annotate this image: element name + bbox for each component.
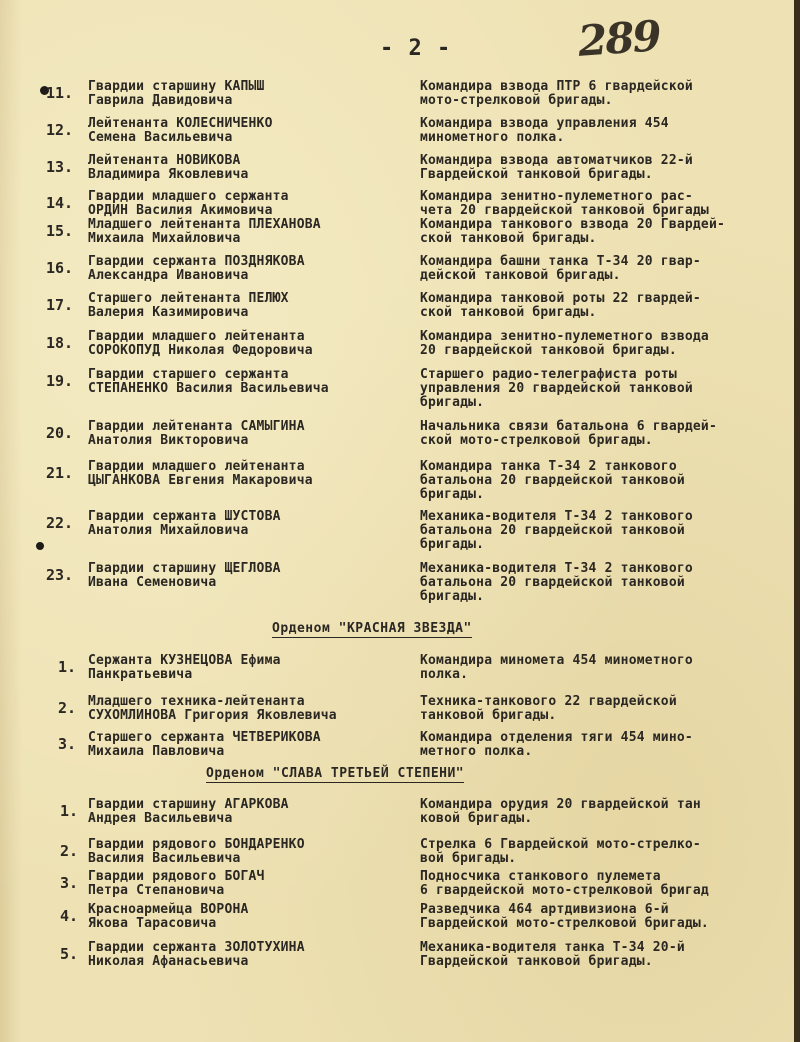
recipient-position: [420, 903, 792, 931]
recipient-position-line: Разведчика 464 артдивизиона 6-й: [420, 902, 669, 917]
recipient-position-line: дейской танковой бригады.: [420, 268, 621, 283]
recipient-position-line: Командира танкового взвода 20 Гвардей-: [420, 217, 726, 232]
recipient-name-line: СОРОКОПУД Николая Федоровича: [88, 343, 313, 358]
recipient-position-line: минометного полка.: [420, 130, 565, 145]
recipient-name-line: Лейтенанта КОЛЕСНИЧЕНКО: [88, 116, 273, 131]
recipient-position: [420, 562, 792, 604]
recipient-position-line: ской танковой бригады.: [420, 305, 597, 320]
recipient-position: [420, 420, 792, 448]
recipient-position-line: чета 20 гвардейской танковой бригады: [420, 203, 709, 218]
recipient-name-line: Гвардии младшего лейтенанта: [88, 459, 305, 474]
recipient-name-line: Старшего лейтенанта ПЕЛЮХ: [88, 291, 289, 306]
recipient-name: [88, 731, 408, 759]
recipient-name: [88, 460, 408, 488]
recipient-position-line: Гвардейской танковой бригады.: [420, 954, 653, 969]
recipient-position-line: ковой бригады.: [420, 811, 533, 826]
recipient-name: [88, 218, 408, 246]
recipient-position: [420, 460, 792, 502]
recipient-position-line: Гвардейской мото-стрелковой бригады.: [420, 916, 709, 931]
recipient-position-line: бригады.: [420, 487, 485, 502]
recipient-name: [88, 292, 408, 320]
recipient-position: [420, 731, 792, 759]
recipient-name: [88, 420, 408, 448]
recipient-position-line: Командира взвода ПТР 6 гвардейской: [420, 79, 693, 94]
entry-number: 2.: [60, 842, 79, 860]
entry-number: 5.: [60, 945, 79, 963]
recipient-name-line: Гвардии старшину ЩЕГЛОВА: [88, 561, 281, 576]
recipient-position-line: бригады.: [420, 537, 485, 552]
recipient-name: [88, 838, 408, 866]
recipient-name-line: Михаила Павловича: [88, 744, 225, 759]
recipient-position-line: Командира башни танка Т-34 20 гвар-: [420, 254, 701, 269]
recipient-name-line: Владимира Яковлевича: [88, 167, 249, 182]
recipient-position: [420, 190, 792, 218]
entry-number: 19.: [46, 372, 74, 390]
recipient-position: [420, 330, 792, 358]
recipient-name-line: Старшего сержанта ЧЕТВЕРИКОВА: [88, 730, 321, 745]
recipient-name-line: Гвардии младшего лейтенанта: [88, 329, 305, 344]
recipient-position-line: Командира взвода автоматчиков 22-й: [420, 153, 693, 168]
recipient-name-line: Гвардии рядового БОГАЧ: [88, 869, 265, 884]
scan-edge: [794, 0, 800, 1042]
page-number: - 2 -: [380, 36, 452, 61]
recipient-position-line: управления 20 гвардейской танковой: [420, 381, 693, 396]
recipient-position: [420, 941, 792, 969]
recipient-name-line: Александра Ивановича: [88, 268, 249, 283]
entry-number: 1.: [58, 658, 77, 676]
recipient-name: [88, 941, 408, 969]
recipient-position: [420, 368, 792, 410]
recipient-name-line: Панкратьевича: [88, 667, 193, 682]
recipient-name-line: Сержанта КУЗНЕЦОВА Ефима: [88, 653, 281, 668]
recipient-position: [420, 838, 792, 866]
recipient-name-line: СТЕПАНЕНКО Василия Васильевича: [88, 381, 329, 396]
recipient-name-line: ЦЫГАНКОВА Евгения Макаровича: [88, 473, 313, 488]
entry-number: 3.: [60, 874, 79, 892]
recipient-name-line: Андрея Васильевича: [88, 811, 233, 826]
recipient-name-line: Гвардии рядового БОНДАРЕНКО: [88, 837, 305, 852]
recipient-position-line: Командира зенитно-пулеметного взвода: [420, 329, 709, 344]
recipient-position: [420, 798, 792, 826]
recipient-position-line: ской мото-стрелковой бригады.: [420, 433, 653, 448]
recipient-position-line: Техника-танкового 22 гвардейской: [420, 694, 677, 709]
entry-number: 14.: [46, 194, 74, 212]
recipient-position: [420, 695, 792, 723]
section-title-red-star: Орденом "КРАСНАЯ ЗВЕЗДА": [272, 621, 472, 636]
recipient-name: [88, 117, 408, 145]
recipient-name-line: ОРДИН Василия Акимовича: [88, 203, 273, 218]
recipient-name: [88, 255, 408, 283]
recipient-name-line: Гвардии старшину АГАРКОВА: [88, 797, 289, 812]
entry-number: 4.: [60, 907, 79, 925]
recipient-position-line: Начальника связи батальона 6 гвардей-: [420, 419, 717, 434]
ink-blot: [36, 542, 44, 550]
recipient-position-line: вой бригады.: [420, 851, 517, 866]
entry-number: 20.: [46, 424, 74, 442]
recipient-name-line: Василия Васильевича: [88, 851, 241, 866]
entry-number: 23.: [46, 566, 74, 584]
recipient-position-line: мото-стрелковой бригады.: [420, 93, 613, 108]
recipient-name-line: Гвардии сержанта ПОЗДНЯКОВА: [88, 254, 305, 269]
section-title-glory-3rd-degree: Орденом "СЛАВА ТРЕТЬЕЙ СТЕПЕНИ": [206, 766, 465, 781]
entry-number: 12.: [46, 121, 74, 139]
recipient-position-line: полка.: [420, 667, 469, 682]
recipient-name-line: Лейтенанта НОВИКОВА: [88, 153, 241, 168]
recipient-position: [420, 80, 792, 108]
recipient-name: [88, 903, 408, 931]
entry-number: 22.: [46, 514, 74, 532]
recipient-name-line: Якова Тарасовича: [88, 916, 217, 931]
entry-number: 2.: [58, 699, 77, 717]
recipient-position-line: Командира танка Т-34 2 танкового: [420, 459, 677, 474]
recipient-position-line: Командира взвода управления 454: [420, 116, 669, 131]
recipient-position-line: метного полка.: [420, 744, 533, 759]
recipient-name: [88, 190, 408, 218]
recipient-name-line: Анатолия Михайловича: [88, 523, 249, 538]
recipient-position: [420, 154, 792, 182]
recipient-name: [88, 870, 408, 898]
recipient-name-line: Валерия Казимировича: [88, 305, 249, 320]
recipient-name: [88, 154, 408, 182]
recipient-name-line: Гвардии сержанта ЗОЛОТУХИНА: [88, 940, 305, 955]
recipient-name-line: Гаврила Давидовича: [88, 93, 233, 108]
recipient-position-line: 6 гвардейской мото-стрелковой бригад: [420, 883, 709, 898]
recipient-position-line: Подносчика станкового пулемета: [420, 869, 661, 884]
recipient-name: [88, 510, 408, 538]
entry-number: 15.: [46, 222, 74, 240]
recipient-name: [88, 695, 408, 723]
recipient-position-line: батальона 20 гвардейской танковой: [420, 473, 685, 488]
recipient-name-line: СУХОМЛИНОВА Григория Яковлевича: [88, 708, 337, 723]
recipient-name-line: Анатолия Викторовича: [88, 433, 249, 448]
recipient-name-line: Гвардии сержанта ШУСТОВА: [88, 509, 281, 524]
recipient-position: [420, 117, 792, 145]
entry-number: 1.: [60, 802, 79, 820]
recipient-name: [88, 368, 408, 396]
recipient-name-line: Николая Афанасьевича: [88, 954, 249, 969]
recipient-position-line: Стрелка 6 Гвардейской мото-стрелко-: [420, 837, 701, 852]
recipient-name-line: Гвардии младшего сержанта: [88, 189, 289, 204]
entry-number: 21.: [46, 464, 74, 482]
entry-number: 18.: [46, 334, 74, 352]
recipient-position-line: бригады.: [420, 395, 485, 410]
recipient-name-line: Михаила Михайловича: [88, 231, 241, 246]
recipient-name-line: Гвардии старшего сержанта: [88, 367, 289, 382]
recipient-position-line: Командира орудия 20 гвардейской тан: [420, 797, 701, 812]
recipient-position: [420, 510, 792, 552]
recipient-position: [420, 218, 792, 246]
recipient-position: [420, 654, 792, 682]
recipient-position-line: Механика-водителя Т-34 2 танкового: [420, 561, 693, 576]
recipient-name-line: Гвардии лейтенанта САМЫГИНА: [88, 419, 305, 434]
recipient-name-line: Гвардии старшину КАПЫШ: [88, 79, 265, 94]
recipient-name: [88, 798, 408, 826]
recipient-name-line: Красноармейца ВОРОНА: [88, 902, 249, 917]
entry-number: 13.: [46, 158, 74, 176]
entry-number: 16.: [46, 259, 74, 277]
entry-number: 11.: [46, 84, 74, 102]
recipient-name-line: Семена Васильевича: [88, 130, 233, 145]
entry-number: 17.: [46, 296, 74, 314]
recipient-position-line: Командира отделения тяги 454 мино-: [420, 730, 693, 745]
recipient-position: [420, 292, 792, 320]
archive-number-handwritten: 289: [576, 11, 662, 66]
recipient-position-line: Механика-водителя танка Т-34 20-й: [420, 940, 685, 955]
recipient-position-line: Командира минометa 454 минометного: [420, 653, 693, 668]
recipient-name-line: Ивана Семеновича: [88, 575, 217, 590]
recipient-position-line: Командира танковой роты 22 гвардей-: [420, 291, 701, 306]
recipient-name-line: Младшего техника-лейтенанта: [88, 694, 305, 709]
recipient-position-line: Командира зенитно-пулеметного рас-: [420, 189, 693, 204]
recipient-position: [420, 255, 792, 283]
entry-number: 3.: [58, 735, 77, 753]
recipient-name: [88, 562, 408, 590]
recipient-name: [88, 330, 408, 358]
recipient-position-line: Старшего радио-телеграфиста роты: [420, 367, 677, 382]
recipient-position-line: ской танковой бригады.: [420, 231, 597, 246]
recipient-position: [420, 870, 792, 898]
recipient-position-line: танковой бригады.: [420, 708, 557, 723]
recipient-position-line: бригады.: [420, 589, 485, 604]
recipient-position-line: батальона 20 гвардейской танковой: [420, 523, 685, 538]
recipient-name-line: Младшего лейтенанта ПЛЕХАНОВА: [88, 217, 321, 232]
recipient-position-line: 20 гвардейской танковой бригады.: [420, 343, 677, 358]
recipient-position-line: Гвардейской танковой бригады.: [420, 167, 653, 182]
recipient-position-line: Механика-водителя Т-34 2 танкового: [420, 509, 693, 524]
recipient-name: [88, 654, 408, 682]
recipient-position-line: батальона 20 гвардейской танковой: [420, 575, 685, 590]
recipient-name: [88, 80, 408, 108]
recipient-name-line: Петра Степановича: [88, 883, 225, 898]
